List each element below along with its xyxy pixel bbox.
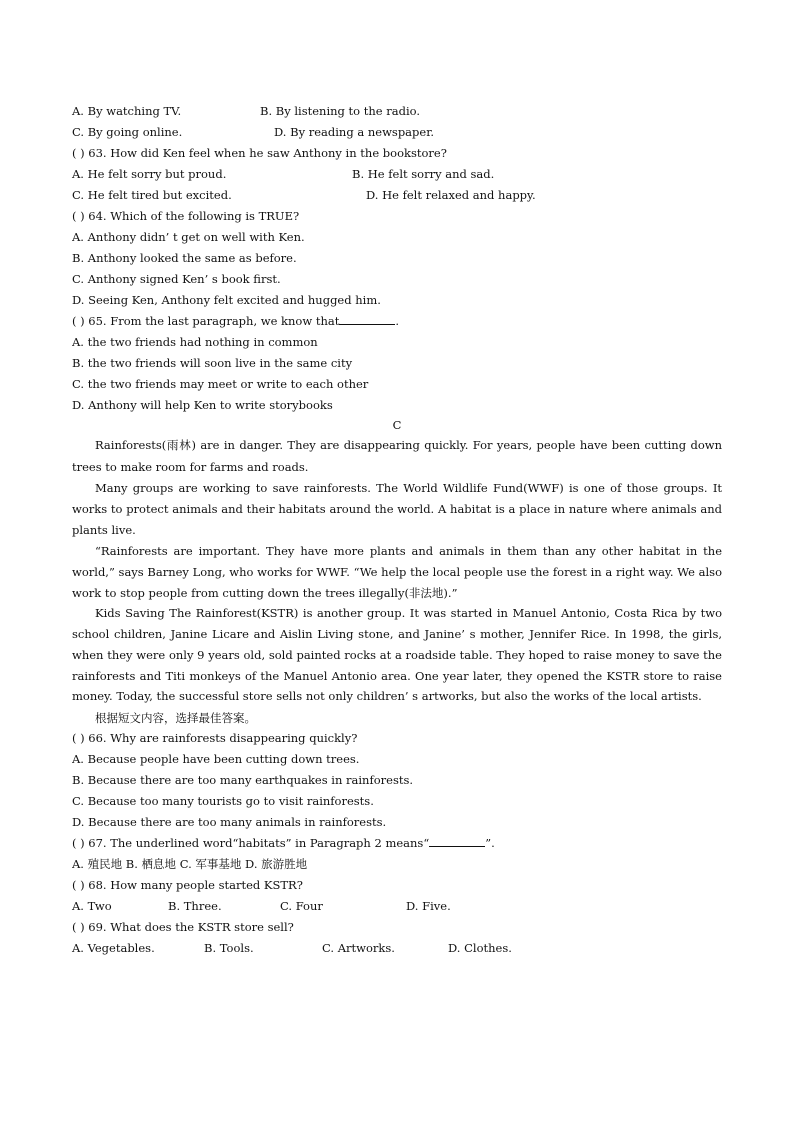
q64-option-b: B. Anthony looked the same as before. [72,251,297,265]
q63-options-row-1 [72,164,722,185]
q64-stem: ( ) 64. Which of the following is TRUE? [72,209,300,223]
q69-option-a: A. Vegetables. [72,940,155,955]
q68-option-d: D. Five. [406,898,451,913]
q62-option-c: C. By going online. [72,125,183,139]
q62-options-row-2 [72,122,722,143]
q65-stem-text: ( ) 65. From the last paragraph, we know that [72,314,340,328]
passage-paragraph-3: “Rainforests are important. They have more plants and animals in them than any other habitat in the world,” says Barney Long, who works for WWF. “We help the local people use the forest in a right way. We also work to stop people from cutting down the trees illegally(非法地).” [72,544,722,600]
passage-paragraph-1: Rainforests(雨林) are in danger. They are disappearing quickly. For years, people have been cutting down trees to make room for farms and roads. [72,438,722,474]
q62-option-b: B. By listening to the radio. [260,104,421,118]
q69-stem: ( ) 69. What does the KSTR store sell? [72,919,294,934]
q63-options-row-2 [72,185,722,206]
q63-stem: ( ) 63. How did Ken feel when he saw Anthony in the bookstore? [72,146,447,160]
q63-option-c: C. He felt tired but excited. [72,188,232,202]
exam-page [72,101,722,959]
q66-option-c: C. Because too many tourists go to visit rainforests. [72,793,374,808]
q67-stem-text: ( ) 67. The underlined word“habitats” in Paragraph 2 means“ [72,835,430,850]
q66-stem: ( ) 66. Why are rainforests disappearing quickly? [72,730,358,745]
passage-paragraph-4: Kids Saving The Rainforest(KSTR) is another group. It was started in Manuel Antonio, Costa Rica by two school children, Janine Licare and Aislin Living stone, and Janine’ s mother, Jennifer Rice. In 1998, the girls, when they were only 9 years old, sold painted rocks at a roadside table. They hoped to raise money to save the rainforests and Titi monkeys of the Manuel Antonio area. One year later, they opened the KSTR store to raise money. Today, the successful store sells not only children’ s artworks, but also the works of the local artists. [72,606,722,704]
q68-option-c: C. Four [280,898,323,913]
q63-option-d: D. He felt relaxed and happy. [366,188,536,202]
passage-instruction: 根据短文内容，选择最佳答案。 [95,710,256,725]
q66-option-d: D. Because there are too many animals in rainforests. [72,814,387,829]
q64-option-c: C. Anthony signed Ken’ s book first. [72,272,281,286]
q68-options-row [72,896,722,917]
q65-stem [72,311,722,332]
q65-option-a: A. the two friends had nothing in common [72,335,318,349]
q69-option-b: B. Tools. [204,940,254,955]
q66-option-a: A. Because people have been cutting down trees. [72,751,360,766]
answer-blank [429,834,485,847]
q65-option-b: B. the two friends will soon live in the same city [72,356,353,370]
q68-option-a: A. Two [72,898,112,913]
q63-option-b: B. He felt sorry and sad. [352,167,495,181]
q65-option-d: D. Anthony will help Ken to write storybooks [72,398,333,412]
q67-stem-end: ”. [485,835,495,850]
q68-option-b: B. Three. [168,898,222,913]
q69-option-d: D. Clothes. [448,940,512,955]
q62-option-d: D. By reading a newspaper. [274,125,435,139]
q69-option-c: C. Artworks. [322,940,395,955]
q67-options: A. 殖民地 B. 栖息地 C. 军事基地 D. 旅游胜地 [72,856,308,871]
q68-stem: ( ) 68. How many people started KSTR? [72,877,303,892]
q65-stem-end: . [395,314,400,328]
q69-options-row [72,938,722,959]
q66-option-b: B. Because there are too many earthquakes in rainforests. [72,772,414,787]
q62-options-row-1 [72,101,722,122]
passage-heading: C [392,418,402,432]
q64-option-d: D. Seeing Ken, Anthony felt excited and hugged him. [72,293,381,307]
answer-blank [339,312,395,325]
q67-stem [72,833,722,854]
passage-paragraph-2: Many groups are working to save rainforests. The World Wildlife Fund(WWF) is one of those groups. It works to protect animals and their habitats around the world. A habitat is a place in nature where animals and plants live. [72,481,722,537]
q65-option-c: C. the two friends may meet or write to each other [72,377,369,391]
q63-option-a: A. He felt sorry but proud. [72,167,227,181]
q64-option-a: A. Anthony didn’ t get on well with Ken. [72,230,305,244]
q62-option-a: A. By watching TV. [72,104,182,118]
